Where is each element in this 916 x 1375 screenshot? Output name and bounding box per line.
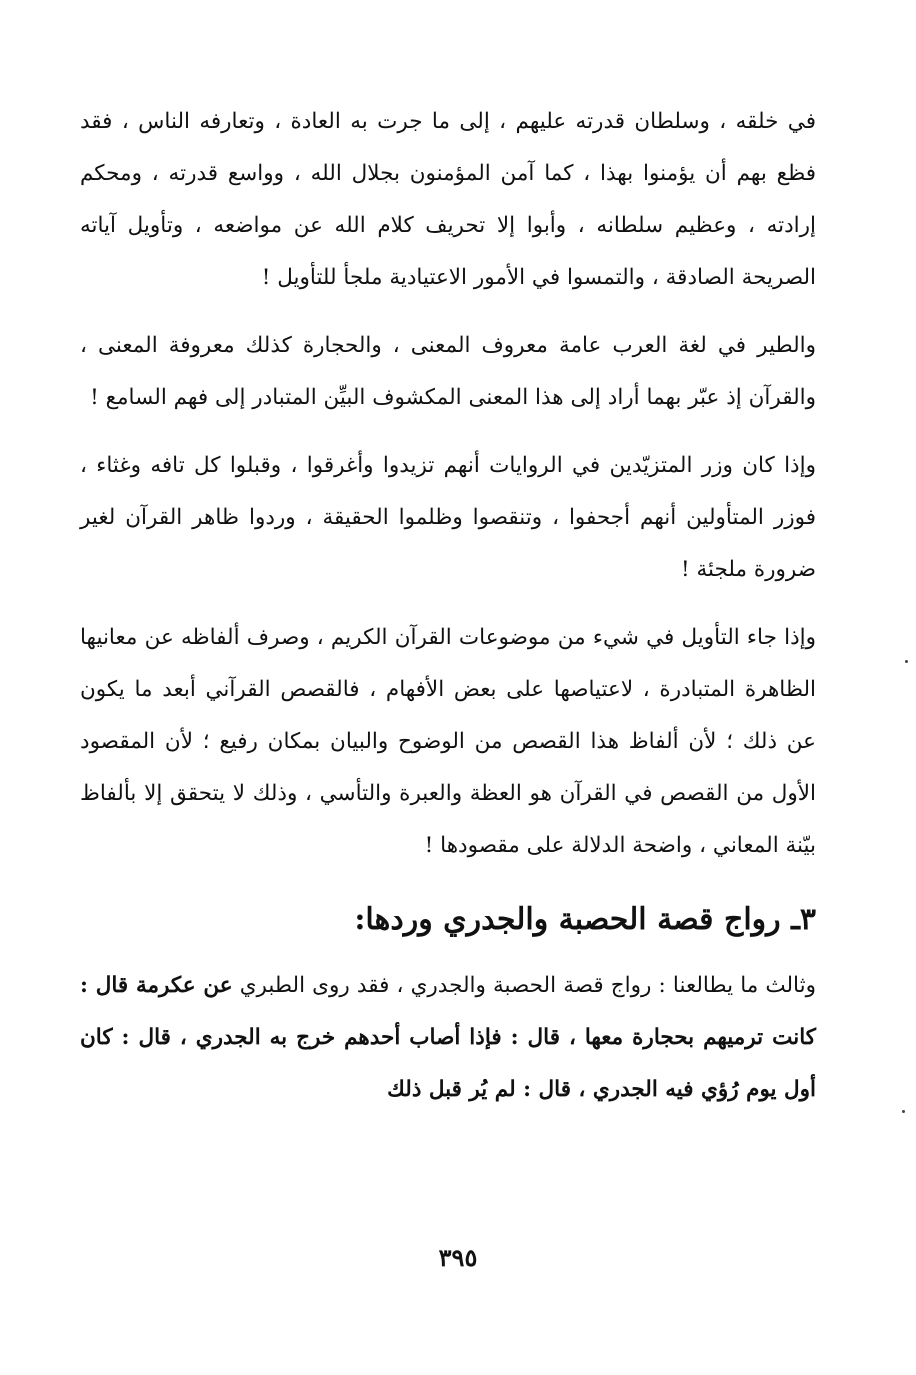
page-number: ٣٩٥ [438,1243,478,1272]
scan-speck [905,660,908,663]
paragraph-2: والطير في لغة العرب عامة معروف المعنى ، والحجارة كذلك معروفة المعنى ، والقرآن إذ عبّر بهما أراد إلى هذا المعنى المكشوف البيِّن المتبادر إلى فهم السامع ! [80,333,816,410]
paragraph-5-intro: وثالث ما يطالعنا : رواج قصة الحصبة والجدري ، فقد روى الطبري [232,973,816,998]
scan-speck [902,1110,905,1113]
paragraph-1: في خلقه ، وسلطان قدرته عليهم ، إلى ما جرت به العادة ، وتعارفه الناس ، فقد فظع بهم أن يؤمنوا بهذا ، كما آمن المؤمنون بجلال الله ، وواسع قدرته ، ومحكم إرادته ، وعظيم سلطانه ، وأبوا إلا تحريف كلام الله عن مواضعه ، وتأويل آياته الصريحة الصادقة ، والتمسوا في الأمور الاعتيادية ملجأ للتأويل ! [80,109,816,290]
paragraph-3: وإذا كان وزر المتزيّدين في الروايات أنهم تزيدوا وأغرقوا ، وقبلوا كل تافه وغثاء ، فوزر المتأولين أنهم أجحفوا ، وتنقصوا وظلموا الحقيقة ، وردوا ظاهر القرآن لغير ضرورة ملجئة ! [80,453,816,582]
page-content [80,96,816,1132]
paragraph-4: وإذا جاء التأويل في شيء من موضوعات القرآن الكريم ، وصرف ألفاظه عن معانيها الظاهرة المتبادرة ، لاعتياصها على بعض الأفهام ، فالقصص القرآني أبعد ما يكون عن ذلك ؛ لأن ألفاظ هذا القصص من الوضوح والبيان بمكان رفيع ؛ لأن المقصود الأول من القصص في القرآن هو العظة والعبرة والتأسي ، وذلك لا يتحقق إلا بألفاظ بيّنة المعاني ، واضحة الدلالة على مقصودها ! [80,625,816,858]
section-heading: ٣ـ رواج قصة الحصبة والجدري وردها: [354,902,816,937]
paragraph-5-quote: عن عكرمة قال : كانت ترميهم بحجارة معها ، قال : فإذا أصاب أحدهم خرج به الجدري ، قال : كان أول يوم رُؤي فيه الجدري ، قال : لم يُر قبل ذلك [80,973,816,1102]
paragraph-5 [80,960,816,1116]
